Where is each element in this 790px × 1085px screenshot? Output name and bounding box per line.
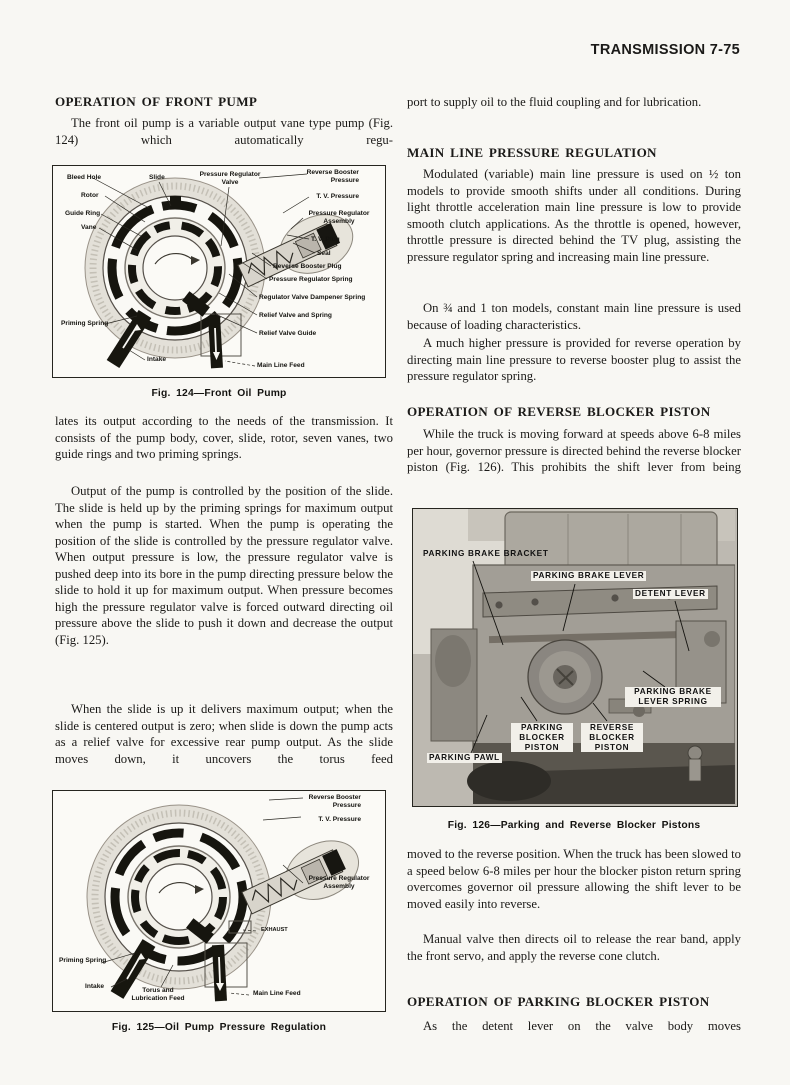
label-exhaust: EXHAUST — [261, 927, 288, 933]
figure-125-caption: Fig. 125—Oil Pump Pressure Regulation — [111, 1022, 327, 1033]
valve-body-top-icon — [505, 512, 717, 570]
label-parking-pawl: PARKING PAWL — [429, 753, 500, 762]
label-reverse-booster-pressure: Reverse Booster Pressure — [306, 169, 359, 184]
figure-124-caption: Fig. 124—Front Oil Pump — [151, 388, 287, 399]
label-reverse-booster-plug: Reverse Booster Plug — [273, 263, 342, 270]
paragraph-lates-output: lates its output according to the needs of the transmission. It consists of the pump body, cover, slide, rotor, seven vanes, two guide rings and two priming springs. — [55, 414, 393, 461]
label-rotor: Rotor — [81, 192, 99, 199]
paragraph-detent-lever: As the detent lever on the valve body moves — [423, 1019, 741, 1033]
label-tv-pressure: T. V. Pressure — [318, 816, 361, 823]
label-priming-spring: Priming Spring — [59, 957, 107, 964]
paragraph-slide-positions: When the slide is up it delivers maximum output; when the slide is centered output is zero; when slide is down the pump acts as a relief valve for excessive rear pump output. As the slide moves down, it uncovers the torus feed — [55, 702, 393, 766]
label-relief-valve-and-spring: Relief Valve and Spring — [259, 312, 332, 319]
label-main-line-feed: Main Line Feed — [253, 990, 301, 997]
paragraph-output-controlled: Output of the pump is controlled by the position of the slide. The slide is held up by the priming springs for maximum output when the pump is started. When the pump is operating the position of the slide is controlled by the pressure regulator valve. When output pressure is low, the pressure regulator valve is pushed deep into its bore in the pump directing pressure below the slide to hold it up for maximum output. When pressure becomes high the pressure regulator valve is forced outward directing oil pressure above the slide to push it down and decrease the output (Fig. 125). — [55, 484, 393, 647]
label-vane: Vane — [81, 224, 97, 231]
label-tv-pressure: T. V. Pressure — [316, 193, 359, 200]
figure-125-oil-pump-pressure-regulation — [52, 790, 386, 1012]
slide-notch-icon — [170, 196, 181, 205]
label-pressure-regulator-assembly: Pressure Regulator Assembly — [308, 210, 370, 225]
heading-operation-front-pump: OPERATION OF FRONT PUMP — [55, 94, 258, 109]
paragraph-modulated: Modulated (variable) main line pressure is used on ½ ton models to provide smooth shifts under all conditions. During light throttle acceleration main line pressure is low to provide smooth clutch applications. As the throttle is opened, however, throttle pressure is directed behind the TV plug, assisting the pressure regulator spring and increasing main line pressure. — [407, 167, 741, 264]
label-relief-valve-guide: Relief Valve Guide — [259, 330, 317, 337]
paragraph-while-truck: While the truck is moving forward at speeds above 6-8 miles per hour, governor pressure is directed behind the reverse blocker piston (Fig. 126). This prohibits the shift lever from being — [407, 427, 741, 474]
label-parking-brake-bracket: PARKING BRAKE BRACKET — [423, 549, 549, 558]
paragraph-front-pump-intro: The front oil pump is a variable output vane type pump (Fig. 124) which automatically regu- — [55, 116, 393, 147]
pump-body-icon — [87, 805, 271, 989]
paragraph-ton-models: On ¾ and 1 ton models, constant main line pressure is used because of loading characteristics. — [407, 301, 741, 332]
page-header: TRANSMISSION 7-75 — [590, 42, 740, 58]
label-torus-and-lubrication-feed: Torus and Lubrication Feed — [131, 987, 185, 1002]
heading-main-line-pressure: MAIN LINE PRESSURE REGULATION — [407, 145, 657, 160]
label-pressure-regulator-spring: Pressure Regulator Spring — [269, 276, 353, 283]
label-reverse-booster-pressure: Reverse Booster Pressure — [308, 794, 361, 809]
label-regulator-valve-dampener-spring: Regulator Valve Dampener Spring — [259, 294, 366, 301]
label-bleed-hole: Bleed Hole — [67, 174, 102, 181]
label-reverse-blocker-piston: REVERSE BLOCKER PISTON — [581, 723, 643, 752]
main-line-feed-channel-icon — [213, 316, 220, 368]
label-tv-plug: T. V. Plug — [311, 236, 340, 243]
paragraph-port-supply: port to supply oil to the fluid coupling and for lubrication. — [407, 95, 702, 109]
label-intake: Intake — [147, 356, 167, 363]
label-parking-brake-lever: PARKING BRAKE LEVER — [533, 571, 645, 580]
transmission-case-icon — [431, 565, 735, 804]
figure-124-front-oil-pump — [52, 165, 386, 378]
heading-reverse-blocker: OPERATION OF REVERSE BLOCKER PISTON — [407, 404, 711, 419]
figure-126-parking-reverse-blocker — [412, 508, 738, 807]
oil-pump-regulation-diagram — [53, 791, 383, 1009]
label-parking-blocker-piston: PARKING BLOCKER PISTON — [511, 723, 573, 752]
pump-body-icon — [85, 178, 265, 358]
label-pressure-regulator-valve: Pressure Regulator Valve — [199, 171, 261, 186]
figure-126-caption: Fig. 126—Parking and Reverse Blocker Pistons — [447, 820, 701, 831]
label-intake: Intake — [85, 983, 105, 990]
label-seal: Seal — [317, 250, 331, 257]
label-slide: Slide — [149, 174, 165, 181]
heading-parking-blocker: OPERATION OF PARKING BLOCKER PISTON — [407, 994, 710, 1009]
paragraph-manual-valve: Manual valve then directs oil to release the rear band, apply the front servo, and apply the reverse cone clutch. — [407, 932, 741, 963]
label-priming-spring: Priming Spring — [61, 320, 109, 327]
label-main-line-feed: Main Line Feed — [257, 362, 305, 369]
main-line-feed-channel-icon — [216, 945, 224, 1001]
paragraph-moved-reverse: moved to the reverse position. When the truck has been slowed to a speed below 6-8 miles per hour the blocker piston return spring overcomes governor oil pressure allowing the shift lever to be moved easily into reverse. — [407, 847, 741, 911]
label-parking-brake-lever-spring: PARKING BRAKE LEVER SPRING — [625, 687, 721, 707]
label-detent-lever: DETENT LEVER — [635, 589, 706, 598]
label-pressure-regulator-assembly: Pressure Regulator Assembly — [308, 875, 370, 890]
label-guide-ring: Guide Ring — [65, 210, 101, 217]
paragraph-higher-pressure: A much higher pressure is provided for reverse operation by directing main line pressure to reverse booster plug to assist the pressure regulator spring. — [407, 336, 741, 383]
